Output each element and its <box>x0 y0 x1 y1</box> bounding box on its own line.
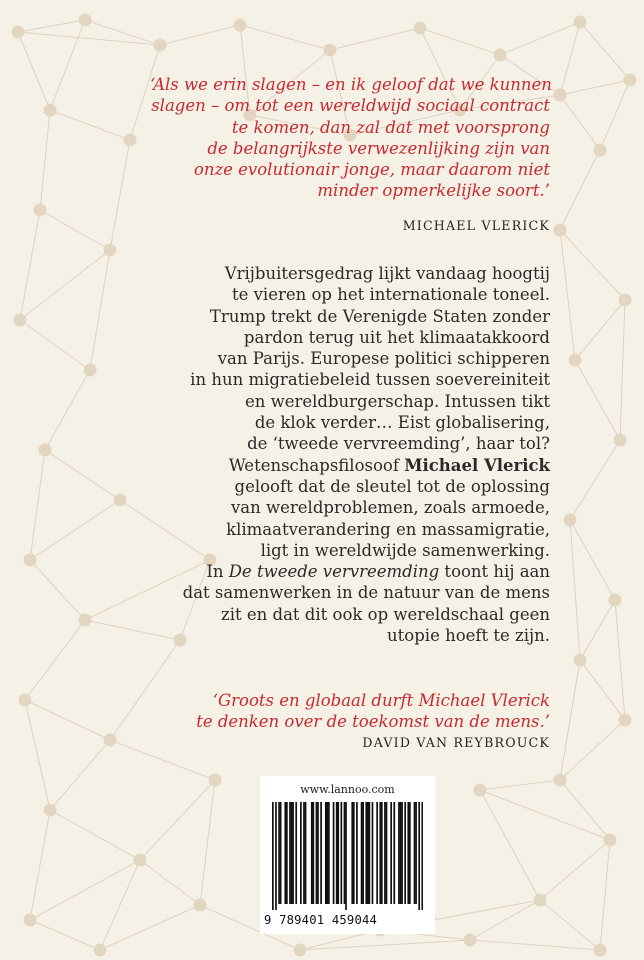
blurb-line: in hun migratiebeleid tussen soevereiniteit <box>190 370 550 390</box>
barcode-bar <box>421 802 423 910</box>
blurb-line <box>100 455 550 476</box>
barcode-bar <box>280 802 282 904</box>
blurb-line: te vieren op het internationale toneel. <box>231 285 550 305</box>
barcode-bar <box>333 802 335 904</box>
blurb-line: van Parijs. Europese politici schipperen <box>217 349 550 369</box>
blurb-line: van wereldproblemen, zoals armoede, <box>230 498 550 518</box>
pull-quote-top-line: de belangrijkste verwezenlijking zijn van <box>207 138 550 158</box>
pull-quote-top-line: minder opmerkelijke soort.’ <box>317 181 550 201</box>
barcode-bar <box>278 802 280 904</box>
blurb-line: dat samenwerken in de natuur van de mens <box>182 583 550 603</box>
barcode-bar <box>286 802 288 904</box>
barcode-bar <box>284 802 286 904</box>
blurb-line: gelooft dat de sleutel tot de oplossing <box>234 476 550 496</box>
barcode-bar <box>407 802 409 904</box>
barcode-bar <box>390 802 392 904</box>
barcode-bar <box>275 802 277 910</box>
barcode-bars <box>272 802 423 910</box>
barcode-panel <box>260 776 435 934</box>
barcode-bar <box>404 802 406 904</box>
barcode-bar <box>344 802 346 904</box>
blurb-text <box>100 263 550 646</box>
barcode-bar <box>361 802 363 904</box>
barcode-bar <box>400 802 402 904</box>
pull-quote-bottom-line: te denken over de toekomst van de mens.’ <box>196 712 550 732</box>
barcode-bar <box>418 802 420 910</box>
pull-quote-top <box>150 74 550 202</box>
pull-quote-bottom-author: DAVID VAN REYBROUCK <box>362 735 550 750</box>
pull-quote-top-line: te komen, dan zal dat met voorsprong <box>231 117 550 137</box>
blurb-line: Vrijbuitersgedrag lijkt vandaag hoogtij <box>224 264 550 283</box>
barcode-bar <box>369 802 371 904</box>
barcode-bar <box>272 802 274 910</box>
barcode-bar <box>365 802 367 904</box>
barcode-bar <box>289 802 291 904</box>
barcode-bar <box>320 802 322 904</box>
barcode-bar <box>336 802 338 904</box>
pull-quote-top-line: onze evolutionair jonge, maar daarom niet <box>193 160 550 180</box>
barcode-bar <box>312 802 314 904</box>
barcode-bar <box>356 802 358 904</box>
blurb-text-segment: Wetenschapsfilosoof <box>228 455 405 475</box>
barcode-bar <box>340 802 342 904</box>
blurb-line <box>100 561 550 582</box>
barcode-bar <box>303 802 305 904</box>
blurb-line: klimaatverandering en massamigratie, <box>226 519 550 539</box>
barcode-bar <box>379 802 381 904</box>
barcode-bar <box>384 802 386 904</box>
barcode-bar <box>381 802 383 904</box>
pull-quote-bottom-line: ‘Groots en globaal durft Michael Vlerick <box>212 691 550 710</box>
barcode-bar <box>398 802 400 904</box>
barcode-bar <box>326 802 328 904</box>
blurb-text-segment: toont hij aan <box>439 562 550 582</box>
barcode-bar <box>376 802 378 904</box>
barcode-bar <box>295 802 297 904</box>
barcode-bar <box>305 802 307 904</box>
pull-quote-top-line: ‘Als we erin slagen – en ik geloof dat we kunnen <box>150 75 552 94</box>
barcode-bar <box>337 802 339 904</box>
barcode-bar <box>311 802 313 904</box>
barcode-bar <box>325 802 327 904</box>
barcode-bar <box>292 802 294 904</box>
pull-quote-top-author: MICHAEL VLERICK <box>402 218 550 233</box>
barcode-bar <box>386 802 388 904</box>
barcode-bar <box>316 802 318 904</box>
isbn-number: 9 789401 459044 <box>264 913 378 927</box>
blurb-line: de klok verder… Eist globalisering, <box>254 413 550 433</box>
barcode-bar <box>345 802 347 910</box>
barcode-bar <box>362 802 364 904</box>
author-name-bold: Michael Vlerick <box>404 455 550 475</box>
barcode-bar <box>415 802 417 904</box>
barcode-bar <box>372 802 374 904</box>
barcode-bar <box>351 802 353 904</box>
barcode-bar <box>393 802 395 904</box>
barcode-bar <box>367 802 369 904</box>
blurb-line: Trump trekt de Verenigde Staten zonder <box>209 306 550 326</box>
blurb-line: zit en dat dit ook op wereldschaal geen <box>221 604 550 624</box>
barcode-bar <box>409 802 411 904</box>
barcode-bar <box>401 802 403 904</box>
blurb-line: utopie hoeft te zijn. <box>387 626 550 646</box>
blurb-line: ligt in wereldwijde samenwerking. <box>260 540 550 560</box>
barcode-bar <box>317 802 319 904</box>
barcode-bar <box>328 802 330 904</box>
blurb-line: pardon terug uit het klimaatakkoord <box>243 327 550 347</box>
blurb-line: de ‘tweede vervreemding’, haar tol? <box>247 434 550 454</box>
pull-quote-top-line: slagen – om tot een wereldwijd sociaal contract <box>151 96 550 116</box>
barcode-bar <box>300 802 302 904</box>
barcode-bar <box>414 802 416 904</box>
blurb-text-segment: In <box>206 562 229 582</box>
barcode-bar <box>353 802 355 904</box>
pull-quote-bottom <box>150 690 550 733</box>
publisher-url: www.lannoo.com <box>300 783 395 796</box>
barcode-bar <box>291 802 293 904</box>
book-title-italic: De tweede vervreemding <box>228 562 440 582</box>
blurb-line: en wereldburgerschap. Intussen tikt <box>244 391 550 411</box>
